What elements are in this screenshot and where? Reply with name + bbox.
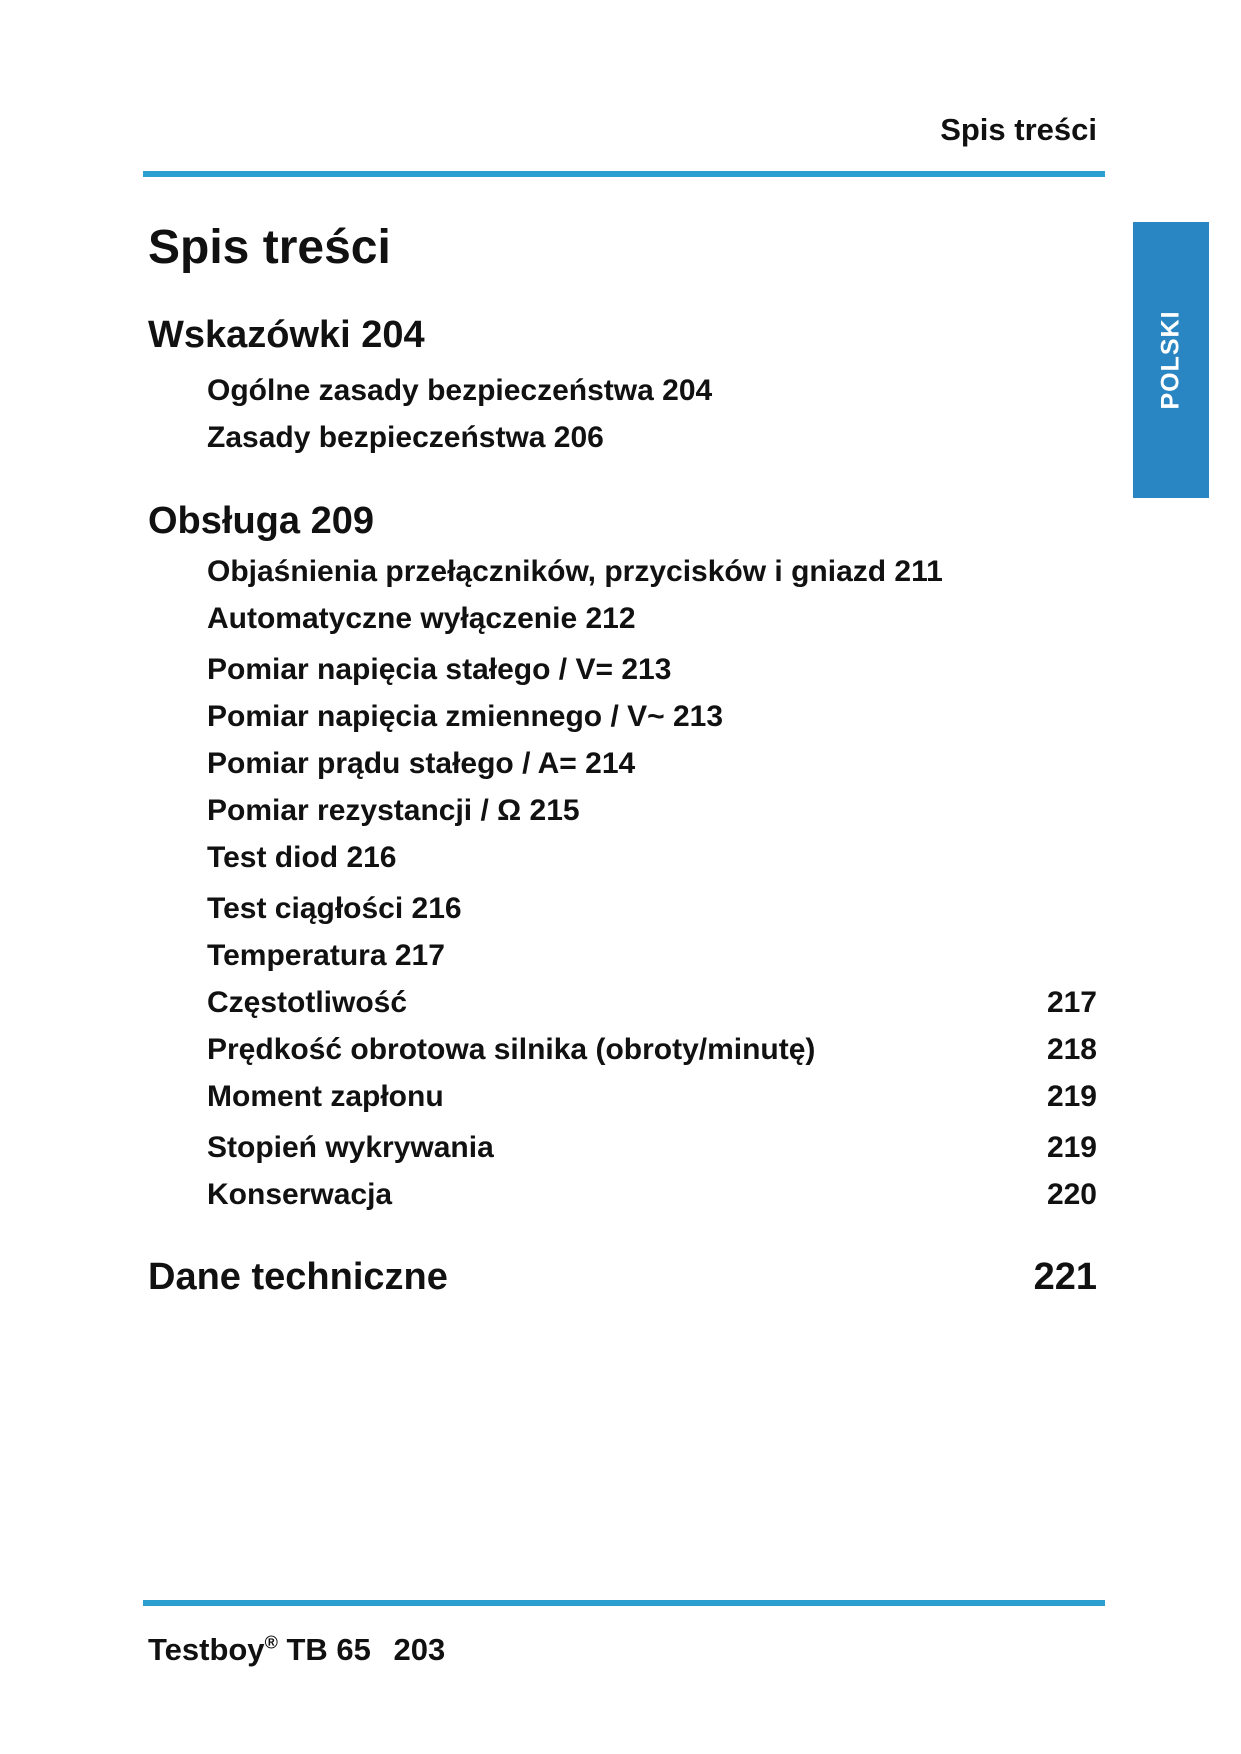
toc-item[interactable]: Pomiar rezystancji / Ω 215: [207, 794, 580, 827]
running-header: Spis treści: [940, 112, 1097, 147]
toc-item-label[interactable]: Moment zapłonu: [207, 1080, 444, 1113]
toc-item[interactable]: Zasady bezpieczeństwa 206: [207, 421, 604, 454]
toc-item[interactable]: Automatyczne wyłączenie 212: [207, 602, 636, 635]
registered-mark: ®: [264, 1632, 278, 1653]
toc-section-dane-techniczne[interactable]: Dane techniczne: [148, 1256, 448, 1298]
toc-item[interactable]: Pomiar napięcia stałego / V= 213: [207, 653, 672, 686]
footer-model: TB 65: [286, 1632, 371, 1667]
footer-brand: Testboy: [148, 1632, 265, 1667]
toc-item[interactable]: Test ciągłości 216: [207, 892, 462, 925]
toc-item[interactable]: Pomiar napięcia zmiennego / V~ 213: [207, 700, 724, 733]
toc-item[interactable]: Test diod 216: [207, 841, 397, 874]
footer: [148, 1632, 445, 1668]
header-rule: [143, 171, 1105, 177]
toc-item-label[interactable]: Konserwacja: [207, 1178, 393, 1211]
toc-item-label[interactable]: Prędkość obrotowa silnika (obroty/minutę): [207, 1033, 816, 1066]
toc-item-page: 219: [1046, 1131, 1097, 1164]
toc-section-obsluga[interactable]: Obsługa 209: [148, 500, 374, 542]
toc-item[interactable]: Objaśnienia przełączników, przycisków i gniazd 211: [207, 555, 943, 588]
toc-section-wskazowki[interactable]: Wskazówki 204: [148, 314, 425, 356]
toc-item-page: 219: [1046, 1080, 1097, 1113]
toc-item-page: 218: [1046, 1033, 1097, 1066]
footer-rule: [143, 1600, 1105, 1606]
footer-page-number: 203: [393, 1632, 446, 1667]
page-title: Spis treści: [148, 221, 391, 274]
toc-item-page: 217: [1046, 986, 1097, 1019]
toc-item-label[interactable]: Stopień wykrywania: [207, 1131, 494, 1164]
toc-item[interactable]: Temperatura 217: [207, 939, 445, 972]
language-tab-label: POLSKI: [1156, 310, 1185, 410]
toc-section-page: 221: [1033, 1256, 1097, 1298]
toc-item-label[interactable]: Częstotliwość: [207, 986, 408, 1019]
toc-item[interactable]: Pomiar prądu stałego / A= 214: [207, 747, 636, 780]
language-tab[interactable]: [1133, 222, 1209, 498]
toc-item-page: 220: [1046, 1178, 1097, 1211]
toc-item[interactable]: Ogólne zasady bezpieczeństwa 204: [207, 374, 713, 407]
